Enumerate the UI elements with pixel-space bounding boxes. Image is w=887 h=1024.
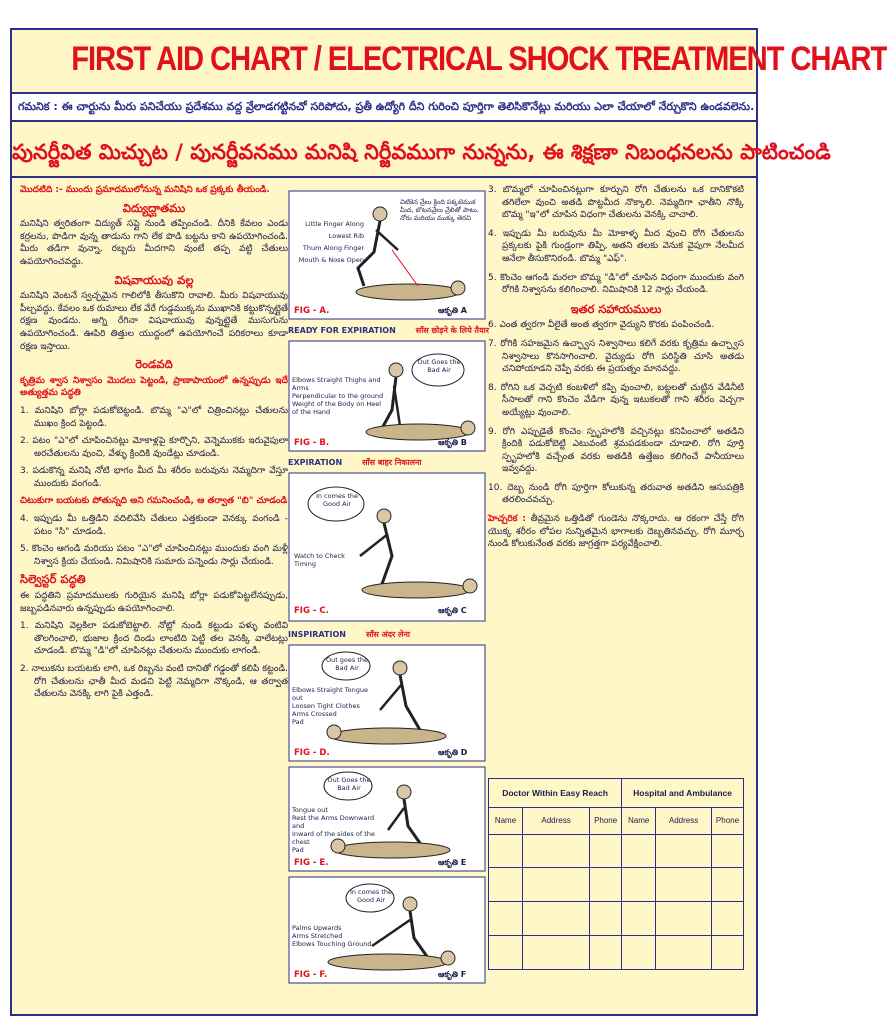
figure-f-tag: ఆకృతి F [438,970,467,979]
col-phone: Phone [590,808,622,835]
list-item: 2. నాలుకను బయటకు లాగి, ఒక రిబ్బను వంటి దానితో గడ్డంతో కలిపి కట్టండి. రోగి చేతులను ఛాతీ మీద మడచి పెట్టి నెమ్మదిగా నొక్కండి, ఆ తర్వాత చేతులను వెనక్కి లాగి పైకి ఎత్తండి. [20,664,288,700]
list-item: 10. దెబ్బ నుండి రోగి పూర్తిగా కోలుకున్న తరువాత అతడిని ఆసుపత్రికి తరలించవచ్చు. [488,482,744,506]
list-item: 6. ఎంత త్వరగా వీలైతే అంత త్వరగా వైద్యుని కొరకు పంపించండి. [488,320,715,331]
hospital-header: Hospital and Ambulance [622,779,744,808]
divider [12,176,756,178]
heading-other-aid: ఇతర సహాయములు [570,301,662,316]
figure-a-label: FIG - A. [294,306,330,316]
chart-frame [10,28,887,1016]
figure-c-tag: ఆకృతి C [438,606,467,615]
figure-d-bubble: Out goes the Bad Air [325,656,369,672]
list-item: 5. కొంచెం ఆగండి మరియు పటం "ఎ"లో చూపించినట్లు ముందుకు వంగి మళ్లీ నిశ్వాస క్రియ చేయండి. నిమిషానికి సుమారు పన్నెండు సార్లు చేయండి. [20,544,288,567]
figure-a-annotations: Little Finger Along Lowest Rib Thum Along Finger Mouth & Nose Open [298,220,364,264]
figure-f [288,876,486,984]
list-item: 4. ఇప్పుడు మీ ఒత్తిడిని వదిలివేసి చేతులు ఎత్తకుండా వెనక్కు వంగండి - పటం "సి" చూడండి. [20,514,288,537]
list-item: 3. పడుకొన్న మనిషి నోటి భాగం మీద మీ శరీరం బరువును నెమ్మదిగా వేస్తూ ముందుకు వంగండి. [20,466,288,489]
list-item: 8. రోగిని ఒక వెచ్చటి కంబళిలో కప్పి వుంచాలి, బట్టలతో చుట్టిన వేడినీటి సీసాలతో గాని కొంచెం వేడిగా వున్న ఇటుకలతో గాని శరీరం వెచ్చగా అయ్యేట్లు వుంచాలి. [488,382,744,418]
figure-e-tag: ఆకృతి E [438,858,467,867]
warning-label: హెచ్చరిక : [488,514,526,525]
col-phone: Phone [712,808,744,835]
figure-e-annotations: Tongue out Rest the Arms Downward and Inward of the sides of the chest Pad [292,806,375,854]
heading-poison-gas: విషవాయువు వల్ల [114,272,194,287]
col-name: Name [622,808,656,835]
left-column [20,184,288,974]
figure-e [288,766,486,872]
warning-block [488,513,744,551]
figure-b-label: FIG - B. [294,438,330,448]
figure-c-bubble: In comes the Good Air [315,492,359,508]
strip-expiration: EXPIRATION साँस बाहर निकालना [288,458,422,467]
paragraph-silvester: ఈ పద్ధతిని ప్రమాదములకు గురియైన మనిషి బోర్లా పడుకోపెట్టలేనప్పుడు, జబ్బపడినవారు ఉన్నప్పుడు ఉపయోగించాలి. [20,591,288,614]
table-row [489,902,744,936]
table-row [489,868,744,902]
heading-electric-shock: విద్యుద్ఘాతము [122,200,186,215]
warning-text: తీవ్రమైన ఒత్తిడితో గుండెను నొక్కరాదు. ఆ రకంగా చేస్తే రోగి యొక్క శరీరం లోపల సున్నితమైన భాగాలకు దెబ్బతినవచ్చు. రోగి మూర్ఛ నుండి కోలుకునేంత వరకు జాగ్రత్తగా పర్యవేక్షించాలి. [488,514,744,550]
figure-d-label: FIG - D. [294,748,330,758]
figure-e-label: FIG - E. [294,858,329,868]
list-item: 9. రోగి ఎప్పుడైతే కొంచెం స్పృహలోకి వచ్చినట్లు కనిపించాలో అతడిని క్రిందికి పడుకోబెట్టి ఎటువంటి శ్రమపడకుండా చూడాలి. రోగి పూర్తి స్పృహలోకి వచ్చేంత వరకు అతడికి ఉత్తేజం కలిగించే పానీయాలు ఇవ్వవద్దు. [488,426,744,475]
heading-silvester-method: సిల్వెస్టర్ పద్ధతి [20,572,86,587]
right-column [488,184,744,764]
strip-ready-expiration: READY FOR EXPIRATION साँस छोड़ने के लिये तैयार [288,326,490,335]
figure-b [288,340,486,452]
table-row [489,834,744,868]
heading-artificial-respiration: కృత్రిమ శ్వాస నిశ్వాసం మొదలు పెట్టండి, ప్రాణాపాయంలో ఉన్నప్పుడు ఇదే అత్యుత్తమ పద్ధతి [20,375,288,399]
doctor-header: Doctor Within Easy Reach [489,779,622,808]
list-item: 1. మనిషిని వెల్లకిలా పడుకోబెట్టాలి. నోట్లో నుండి కట్టుడు పళ్ళు వంటివి తొలగించాలి, భుజాల క్రింద దిండు లాంటిది పెట్టి తల వెనక్కి వాలేటట్లు చూడండి. బొమ్మ "డి"లో చూపినట్లు చేతులను ముందుకు లాగండి. [20,621,288,657]
list-item: 2. పటం "ఎ"లో చూపించినట్లు మోకాళ్లపై కూర్చొని, వెన్నెముకకు ఇరువైపులా అరచేతులను వుంచి, వేళ్ళు క్రిందికి వుండేట్లు చూడండి. [20,436,288,459]
col-name: Name [489,808,523,835]
figure-d [288,644,486,762]
list-item: 3. బొమ్మలో చూపించినట్లుగా కూర్చుని రోగి చేతులను ఒక దానికొకటి తగిలేలా వుంచి అతడి పొట్టమీద నొక్కాలి. నెమ్మదిగా ఛాతీని నొక్కి బొమ్మ "ఇ"లో చూపిన విధంగా చేతులను వెనక్కి చాచాలి. [488,185,744,221]
heading-second: రెండవది [135,357,173,372]
figure-b-bubble: Out Goes the Bad Air [417,358,461,374]
col-address: Address [656,808,712,835]
list-item: 4. ఇప్పుడు మీ బరువును మీ మోకాళ్ళ మీద వుంచి రోగి చేతులను ప్రక్కలకు పైకి గుండ్రంగా తిప్పి, అతని తలకు వెనుక వైపుగా నేలమీద ఆనేలా తీసుకొనిరండి. బొమ్మ "ఎఫ్". [488,228,744,264]
paragraph-poison-gas: మనిషిని వెంటనే స్వచ్ఛమైన గాలిలోకి తీసుకొని రావాలి. మీరు విషవాయువు పీల్చవద్దు. కేవలం ఒక రుమాలు లేక వేరే గుడ్డముక్కను ముఖానికి కట్టుకొన్నట్లైతే రక్షణ వుండదు. అగ్ని రేగినా విషవాయువు వున్నట్లైతే ముసుగును ఉపయోగించండి. ఊపిరి తిత్తుల యుద్దంలో ఉపయోగించే పరికరాలు కూడా రక్షణ ఇస్తాయి. [20,291,288,352]
figure-e-bubble: Out Goes the Bad Air [327,776,371,792]
figures-column [288,184,490,980]
figure-d-tag: ఆకృతి D [438,748,468,757]
figure-d-annotations: Elbows Straight Tongue out Loosen Tight Clothes Arms Crossed Pad [292,686,368,726]
figure-f-label: FIG - F. [294,970,328,980]
figure-c [288,472,486,622]
figure-b-annotations: Elbows Straight Thighs and Arms Perpendicular to the ground Weight of the Body on Heel of the Hand [292,376,384,416]
figure-a-telugu-annotation: చిటికెన వ్రేలు క్రింది పక్కటెముక మీద, బొటనవ్రేలు వ్రేలితో పాటు, నోరు మరియు ముక్కు తెరచి [400,198,479,222]
figure-a-tag: ఆకృతి A [438,306,467,315]
table-row [489,936,744,970]
list-item: 5. కొంచెం ఆగండి మరలా బొమ్మ "డి"లో చూపిన విధంగా ముందుకు వంగి రోగికి నిశ్వాసను కలిగించాలి. నిమిషానికి 12 సార్లు చేయండి. [488,272,744,296]
figure-c-annotation: Watch to Check Timing [294,552,345,568]
sub-heading: పునర్జీవిత మిచ్చుట / పునర్జీవనము మనిషి నిర్జీవముగా నున్నను, ఈ శిక్షణా నిబంధనలను పాటించండి [12,140,831,164]
figure-c-label: FIG - C. [294,606,329,616]
figure-a [288,190,486,320]
col-address: Address [523,808,590,835]
list-item: 1. మనిషిని బోర్లా పడుకోబెట్టండి. బొమ్మ "ఎ"లో చిత్రించినట్లు చేతులను ముఖం క్రింద పెట్టండి. [20,405,288,429]
list-item: 7. రోగికి సహజమైన ఉచ్ఛ్వాస నిశ్వాసాలు కలిగే వరకు కృత్రిమ ఉచ్ఛ్వాస నిశ్వాసాలు కొనసాగించాలి. వైద్యుడు రోగి పరిస్థితి చూసి అతడు చనిపోయాడని చెప్పే వరకు ఈ ప్రయత్నం మానవద్దు. [488,338,744,375]
figure-f-bubble: In comes the Good Air [349,888,393,904]
contacts-table [488,778,744,970]
page-title: FIRST AID CHART / ELECTRICAL SHOCK TREATMENT CHART [71,40,887,78]
paragraph-electric-shock: మనిషిని త్వరితంగా విద్యుత్ సప్లై నుండి తప్పించండి. దీనికి కేవలం ఎండు కర్రలను, పొడిగా వున్న తాడును గాని లేక పొడి బట్టను కాని ఉపయోగించండి. మీరు తడిగా వున్నా, రబ్బరు మీదగాని వుంటే తప్ప వట్టి చేతులు ఉపయోగించవద్దు. [20,219,288,267]
strip-inspiration: INSPIRATION साँस अंदर लेना [288,630,410,639]
figure-f-annotations: Palms Upwards Arms Stretched Elbows Touching Ground [292,924,372,948]
sub-note: చిటుకుగా బయటకు పోతున్నది అని గమనించండి, ఆ తర్వాత "బి" చూడండి [20,496,288,507]
note-banner: గమనిక : ఈ చార్టును మీరు పనిచేయు ప్రదేశము వద్ద వ్రేలాడగట్టినచో సరిపోదు, ప్రతీ ఉద్యోగి దీని గురించి పూర్తిగా తెలిసికొనేట్లు మరియు ఎలా చేయాలో నేర్చుకొని ఉండవలెను. [12,92,756,122]
intro-line: మొదటిది :- ముందు ప్రమాదములోనున్న మనిషిని ఒక ప్రక్కకు తీయండి. [20,185,270,195]
figure-b-tag: ఆకృతి B [438,438,467,447]
